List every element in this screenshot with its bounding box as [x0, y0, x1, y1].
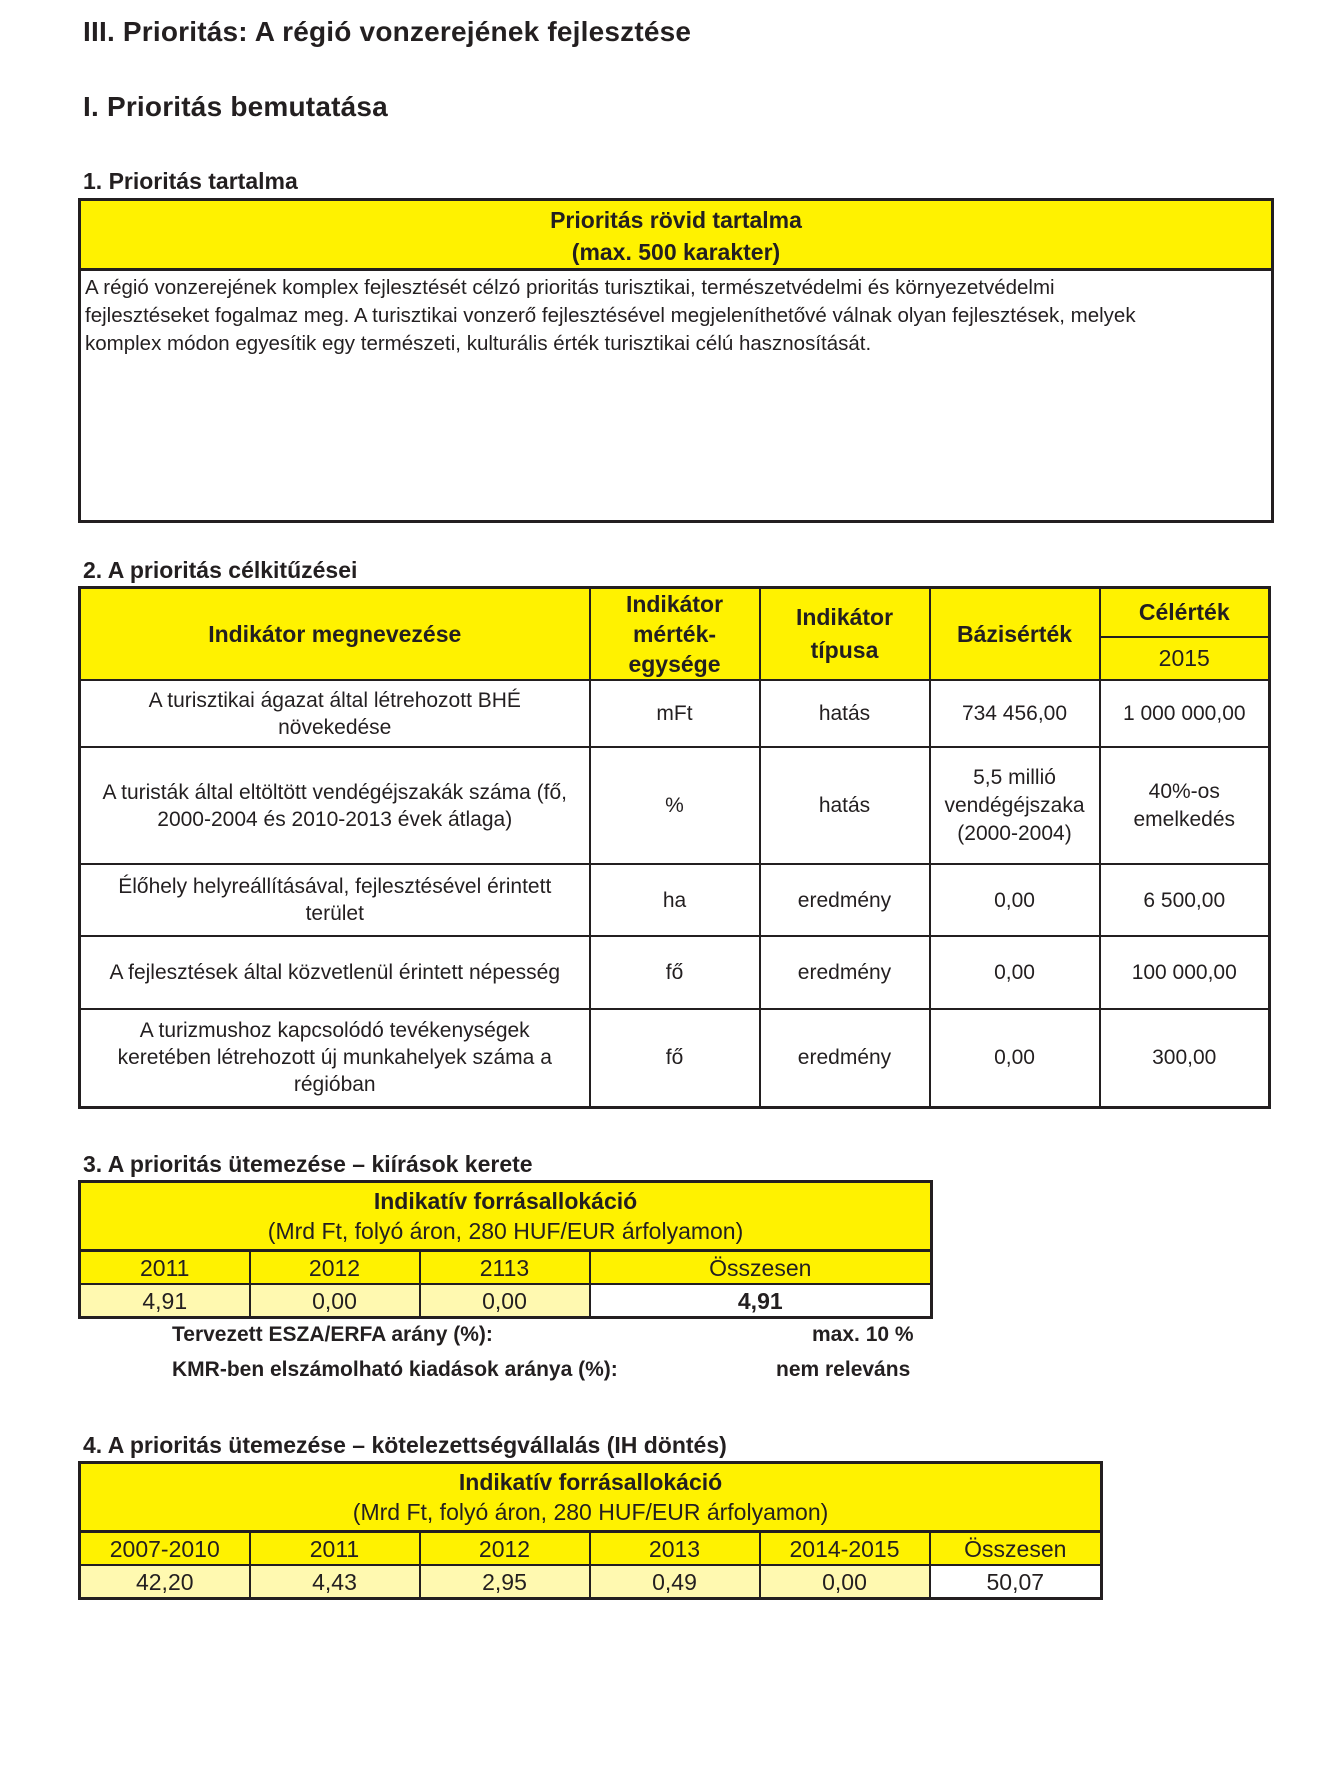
- indicator-name: A fejlesztések által közvetlenül érintett népesség: [80, 936, 590, 1009]
- year-header: 2012: [250, 1251, 420, 1285]
- total-value: 4,91: [590, 1284, 932, 1318]
- priority-content-text: [81, 271, 1271, 361]
- year-value: 4,43: [250, 1565, 420, 1599]
- year-header: 2014-2015: [760, 1532, 930, 1566]
- box-title-limit: (max. 500 karakter): [571, 239, 781, 265]
- table-row: [80, 1009, 1270, 1107]
- total-value: 50,07: [930, 1565, 1102, 1599]
- header-target-year: 2015: [1100, 637, 1270, 680]
- table-row: [80, 747, 1270, 864]
- header-unit: Indikátor mérték-egysége: [590, 588, 760, 681]
- indicator-name: A turisztikai ágazat által létrehozott BHÉ növekedése: [80, 680, 590, 747]
- indicator-type: hatás: [760, 680, 930, 747]
- section1-heading: 1. Prioritás tartalma: [83, 168, 298, 194]
- allocation-title-cell: [80, 1463, 1102, 1532]
- year-header: 2113: [420, 1251, 590, 1285]
- indicator-name: A turisták által eltöltött vendégéjszakák száma (fő, 2000-2004 és 2010-2013 évek átlaga): [80, 747, 590, 864]
- esza-value: max. 10 %: [812, 1323, 914, 1346]
- indicator-unit: %: [590, 747, 760, 864]
- page-title: III. Prioritás: A régió vonzerejének fejlesztése: [83, 16, 692, 47]
- indicator-table: [78, 586, 1271, 1109]
- indicator-base: 0,00: [930, 864, 1100, 936]
- indicator-base: 0,00: [930, 936, 1100, 1009]
- table-row: [80, 680, 1270, 747]
- section2-heading: 2. A prioritás célkitűzései: [83, 557, 358, 583]
- allocation-title: Indikatív forrásallokáció: [458, 1469, 723, 1495]
- indicator-type: hatás: [760, 747, 930, 864]
- year-value: 0,00: [420, 1284, 590, 1318]
- indicator-header-row: [80, 588, 1270, 638]
- section4-heading: 4. A prioritás ütemezése – kötelezettségvállalás (IH döntés): [83, 1432, 727, 1458]
- header-name: Indikátor megnevezése: [80, 588, 590, 681]
- year-header: 2011: [80, 1251, 250, 1285]
- content-line: fejlesztéseket fogalmaz meg. A turisztikai vonzerő fejlesztésével megjeleníthetővé válnak olyan fejlesztések, melyek: [85, 304, 1136, 327]
- header-type-line: Indikátor: [795, 604, 894, 630]
- indicator-unit: fő: [590, 936, 760, 1009]
- year-header: 2011: [250, 1532, 420, 1566]
- priority-content-header: [81, 201, 1271, 271]
- table-row: [80, 864, 1270, 936]
- allocation-title-row: [80, 1463, 1102, 1532]
- indicator-type: eredmény: [760, 1009, 930, 1107]
- allocation-title-row: [80, 1182, 932, 1251]
- header-type: [760, 588, 930, 681]
- year-value: 0,00: [760, 1565, 930, 1599]
- indicator-target: 100 000,00: [1100, 936, 1270, 1009]
- indicator-base: 0,00: [930, 1009, 1100, 1107]
- indicator-name: Élőhely helyreállításával, fejlesztésével érintett terület: [80, 864, 590, 936]
- indicator-type: eredmény: [760, 864, 930, 936]
- indicator-target: 40%-os emelkedés: [1100, 747, 1270, 864]
- page-subtitle: I. Prioritás bemutatása: [83, 91, 388, 122]
- indicator-target: 1 000 000,00: [1100, 680, 1270, 747]
- indicator-base: 734 456,00: [930, 680, 1100, 747]
- kmr-label: KMR-ben elszámolható kiadások aránya (%):: [172, 1358, 618, 1381]
- year-value: 2,95: [420, 1565, 590, 1599]
- indicator-unit: fő: [590, 1009, 760, 1107]
- priority-content-box: [78, 198, 1274, 523]
- allocation-table-commitments: [78, 1461, 1103, 1600]
- total-header: Összesen: [930, 1532, 1102, 1566]
- allocation-value-row: [80, 1565, 1102, 1599]
- indicator-unit: ha: [590, 864, 760, 936]
- year-header: 2012: [420, 1532, 590, 1566]
- indicator-base: 5,5 millió vendégéjszaka (2000-2004): [930, 747, 1100, 864]
- allocation-year-row: [80, 1251, 932, 1285]
- year-header: 2007-2010: [80, 1532, 250, 1566]
- header-base: Bázisérték: [930, 588, 1100, 681]
- allocation-table-calls: [78, 1180, 933, 1319]
- esza-label: Tervezett ESZA/ERFA arány (%):: [172, 1323, 493, 1346]
- allocation-subtitle: (Mrd Ft, folyó áron, 280 HUF/EUR árfolyamon): [352, 1499, 829, 1525]
- allocation-title-cell: [80, 1182, 932, 1251]
- kmr-value: nem releváns: [776, 1358, 911, 1381]
- year-value: 0,49: [590, 1565, 760, 1599]
- content-line: A régió vonzerejének komplex fejlesztését célzó prioritás turisztikai, természetvédelmi és környezetvédelmi: [85, 276, 1055, 299]
- indicator-name: A turizmushoz kapcsolódó tevékenységek keretében létrehozott új munkahelyek száma a régióban: [80, 1009, 590, 1107]
- year-value: 42,20: [80, 1565, 250, 1599]
- year-value: 0,00: [250, 1284, 420, 1318]
- indicator-unit: mFt: [590, 680, 760, 747]
- table-row: [80, 936, 1270, 1009]
- allocation-value-row: [80, 1284, 932, 1318]
- year-value: 4,91: [80, 1284, 250, 1318]
- header-target: Célérték: [1100, 588, 1270, 638]
- indicator-type: eredmény: [760, 936, 930, 1009]
- header-type-line: típusa: [810, 637, 879, 663]
- total-header: Összesen: [590, 1251, 932, 1285]
- allocation-year-row: [80, 1532, 1102, 1566]
- section3-heading: 3. A prioritás ütemezése – kiírások kerete: [83, 1151, 533, 1177]
- indicator-target: 300,00: [1100, 1009, 1270, 1107]
- year-header: 2013: [590, 1532, 760, 1566]
- content-line: komplex módon egyesítik egy természeti, kulturális érték turisztikai célú hasznosítását.: [85, 332, 872, 355]
- indicator-target: 6 500,00: [1100, 864, 1270, 936]
- allocation-subtitle: (Mrd Ft, folyó áron, 280 HUF/EUR árfolyamon): [267, 1218, 744, 1244]
- allocation-title: Indikatív forrásallokáció: [373, 1188, 638, 1214]
- box-title: Prioritás rövid tartalma: [550, 207, 802, 233]
